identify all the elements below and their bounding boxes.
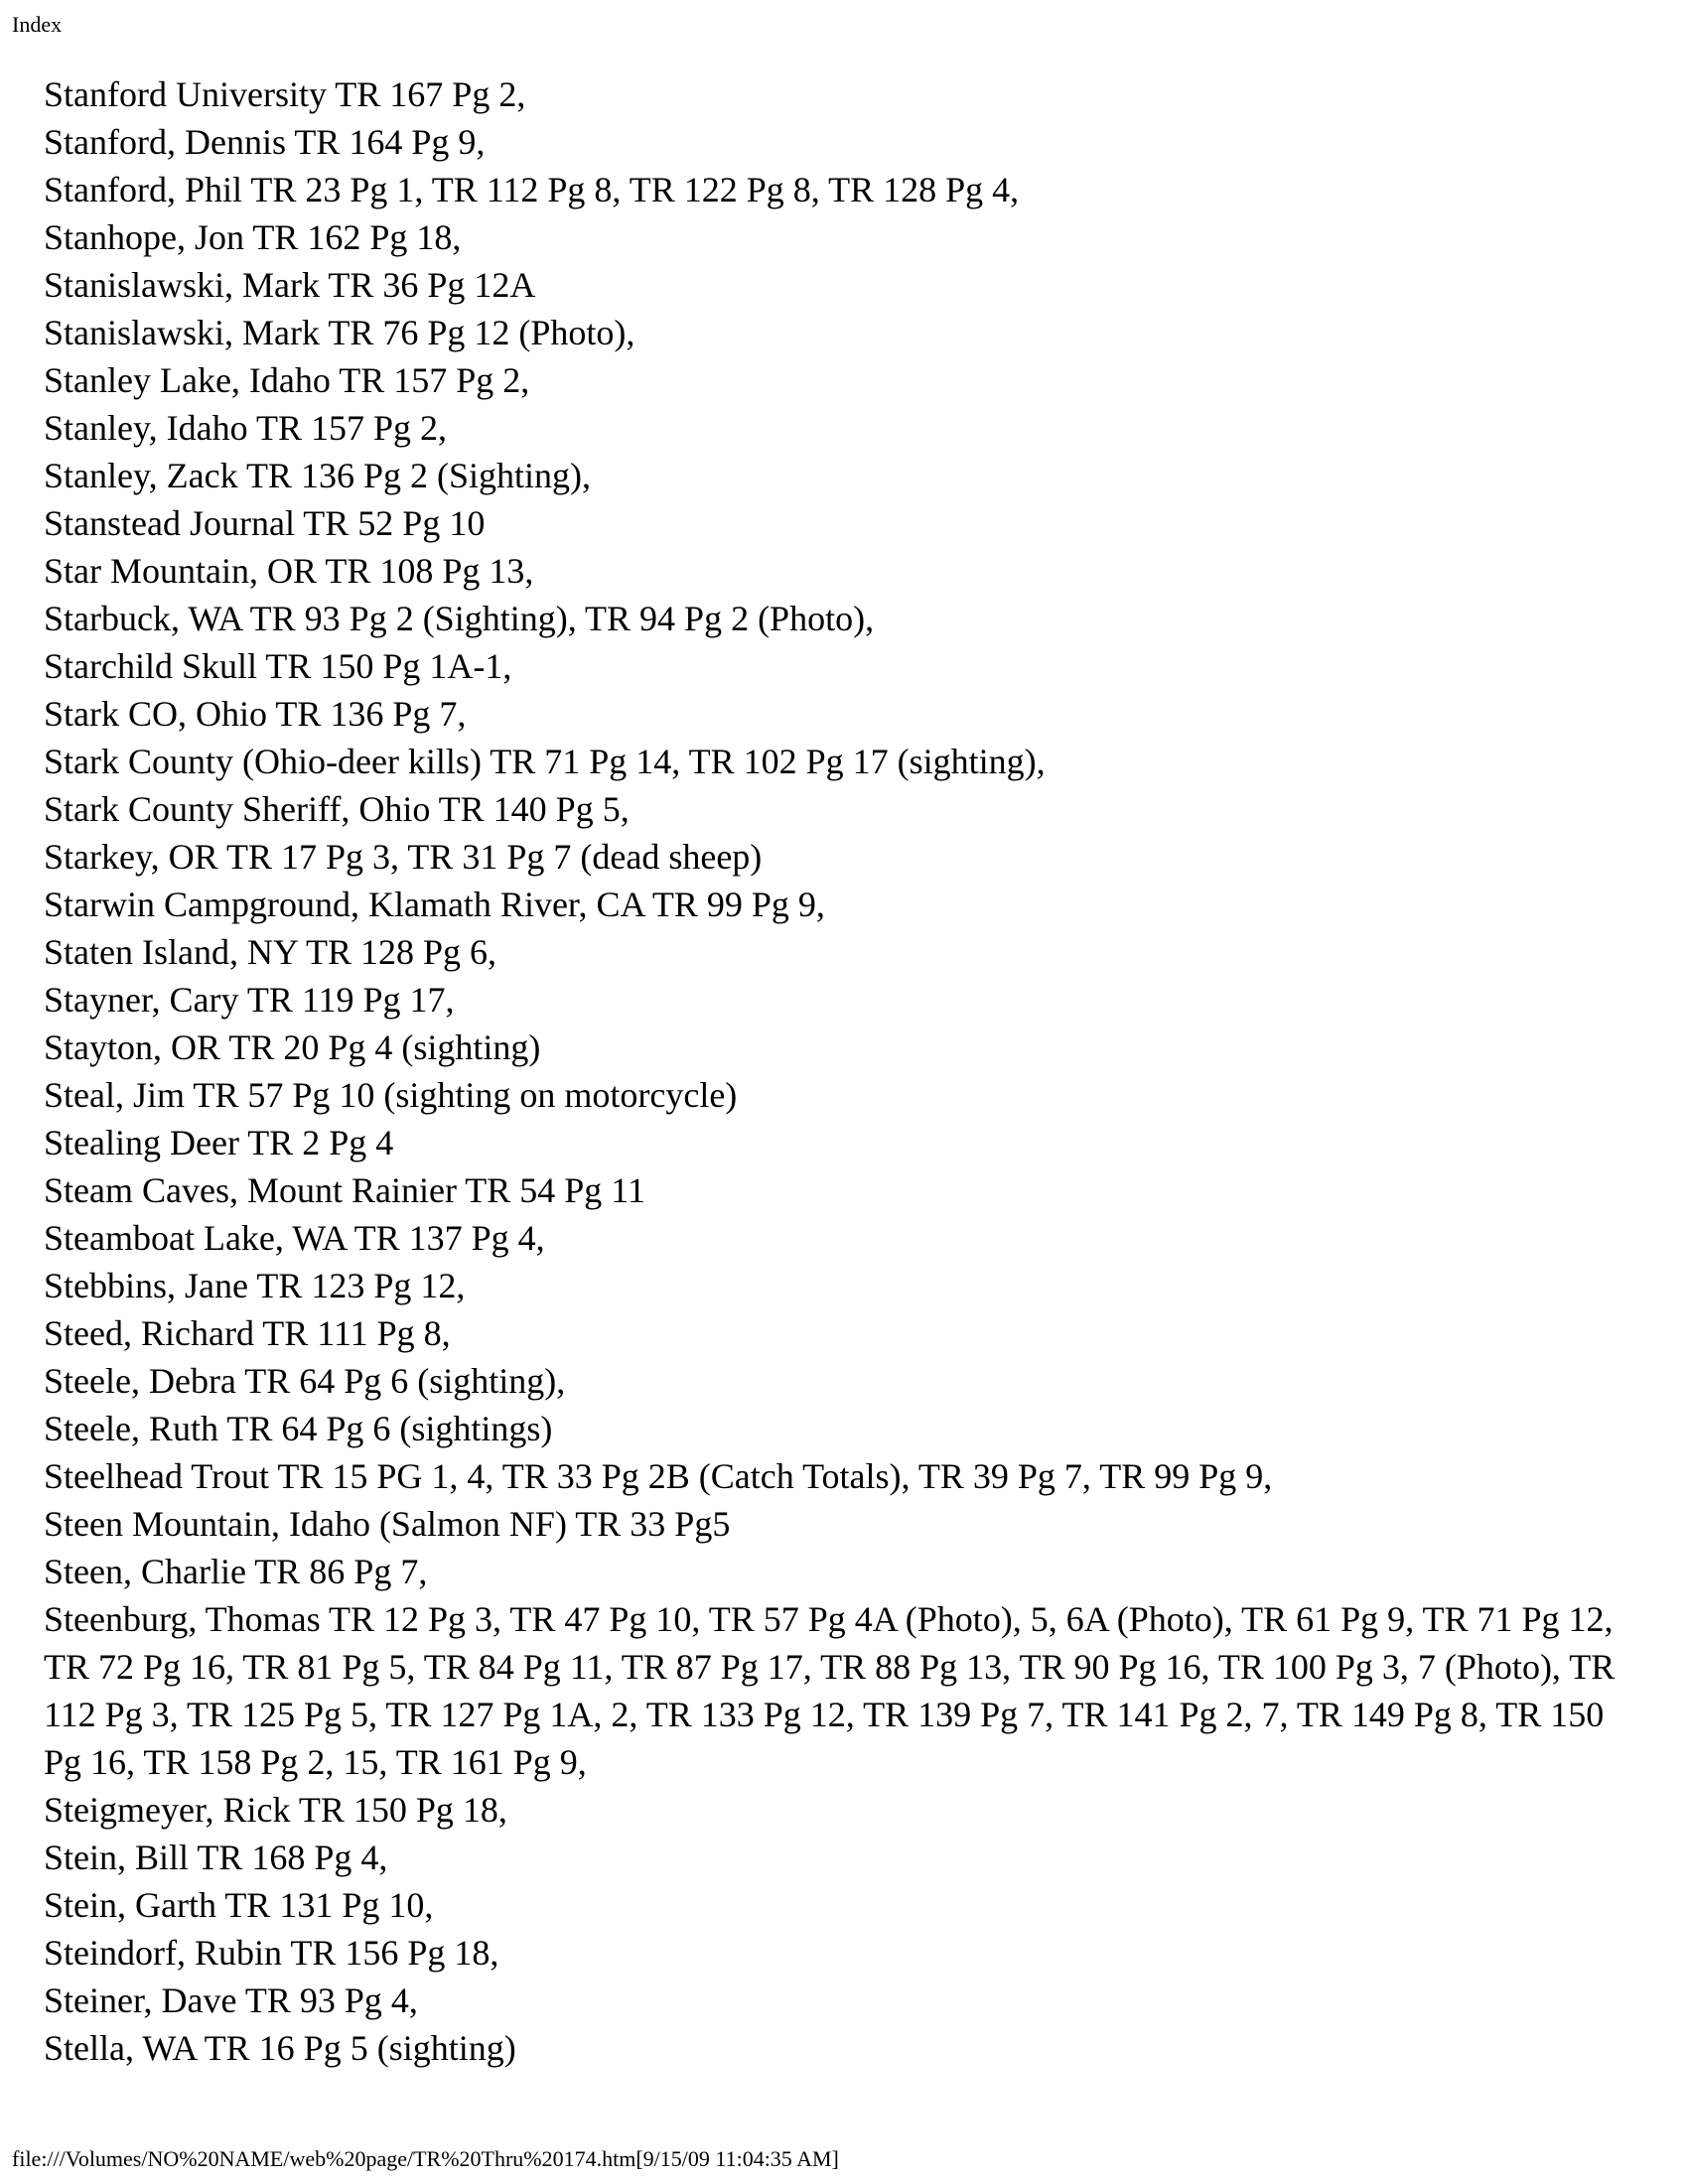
index-entry: Stanford, Dennis TR 164 Pg 9, [44,122,486,162]
index-entry: Starbuck, WA TR 93 Pg 2 (Sighting), TR 94 Pg 2 (Photo), [44,599,875,638]
index-entry: Stark County Sheriff, Ohio TR 140 Pg 5, [44,789,630,829]
index-entry: Stark CO, Ohio TR 136 Pg 7, [44,694,467,734]
index-entry: Steen Mountain, Idaho (Salmon NF) TR 33 Pg5 [44,1504,731,1544]
index-entry: Stella, WA TR 16 Pg 5 (sighting) [44,2028,516,2068]
index-entry: Stanley, Zack TR 136 Pg 2 (Sighting), [44,456,591,495]
index-entry: Stanley, Idaho TR 157 Pg 2, [44,408,447,448]
index-entry: Steen, Charlie TR 86 Pg 7, [44,1552,428,1591]
index-entry: Stayner, Cary TR 119 Pg 17, [44,980,455,1020]
index-entry: Star Mountain, OR TR 108 Pg 13, [44,551,534,591]
index-entry: Steenburg, Thomas TR 12 Pg 3, TR 47 Pg 10, TR 57 Pg 4A (Photo), 5, 6A (Photo), TR 61 Pg 9, TR 71 Pg 12, TR 72 Pg 16, TR 81 Pg 5, TR 84 Pg 11, TR 87 Pg 17, TR 88 Pg 13, TR 90 Pg 16, TR 100 Pg 3, 7 (Photo), TR 112 Pg 3, TR 125 Pg 5, TR 127 Pg 1A, 2, TR 133 Pg 12, TR 139 Pg 7, TR 141 Pg 2, 7, TR 149 Pg 8, TR 150 Pg 16, TR 158 Pg 2, 15, TR 161 Pg 9, [44,1599,1624,1782]
index-entry: Stark County (Ohio-deer kills) TR 71 Pg 14, TR 102 Pg 17 (sighting), [44,742,1046,781]
index-entry: Stein, Bill TR 168 Pg 4, [44,1838,388,1877]
index-entry: Stayton, OR TR 20 Pg 4 (sighting) [44,1027,541,1067]
index-entry: Starchild Skull TR 150 Pg 1A-1, [44,646,512,686]
index-entry: Steindorf, Rubin TR 156 Pg 18, [44,1933,499,1973]
index-entry: Stanhope, Jon TR 162 Pg 18, [44,217,462,257]
index-entry: Steigmeyer, Rick TR 150 Pg 18, [44,1790,507,1830]
page-header: Index [12,12,63,37]
index-entry: Stanislawski, Mark TR 76 Pg 12 (Photo), [44,313,635,352]
index-entry: Stanstead Journal TR 52 Pg 10 [44,503,486,543]
index-entry: Stein, Garth TR 131 Pg 10, [44,1885,434,1925]
index-entry: Stanford University TR 167 Pg 2, [44,74,526,114]
index-list [44,70,1632,2072]
index-entry: Stanislawski, Mark TR 36 Pg 12A [44,265,536,305]
index-entry: Steele, Debra TR 64 Pg 6 (sighting), [44,1361,566,1401]
index-entry: Starkey, OR TR 17 Pg 3, TR 31 Pg 7 (dead sheep) [44,837,763,877]
index-entry: Stanley Lake, Idaho TR 157 Pg 2, [44,360,530,400]
index-entry: Steed, Richard TR 111 Pg 8, [44,1313,451,1353]
index-entry: Stealing Deer TR 2 Pg 4 [44,1123,394,1162]
index-entry: Steiner, Dave TR 93 Pg 4, [44,1980,418,2020]
index-entry: Stebbins, Jane TR 123 Pg 12, [44,1266,466,1305]
index-entry: Starwin Campground, Klamath River, CA TR 99 Pg 9, [44,885,825,924]
index-entry: Staten Island, NY TR 128 Pg 6, [44,932,496,972]
index-entry: Stanford, Phil TR 23 Pg 1, TR 112 Pg 8, TR 122 Pg 8, TR 128 Pg 4, [44,170,1020,209]
index-entry: Steamboat Lake, WA TR 137 Pg 4, [44,1218,545,1258]
page-footer-url: file:///Volumes/NO%20NAME/web%20page/TR%20Thru%20174.htm[9/15/09 11:04:35 AM] [12,2146,839,2171]
index-entry: Steam Caves, Mount Rainier TR 54 Pg 11 [44,1170,645,1210]
index-entry: Steelhead Trout TR 15 PG 1, 4, TR 33 Pg 2B (Catch Totals), TR 39 Pg 7, TR 99 Pg 9, [44,1456,1273,1496]
index-entry: Steele, Ruth TR 64 Pg 6 (sightings) [44,1409,553,1448]
index-entry: Steal, Jim TR 57 Pg 10 (sighting on motorcycle) [44,1075,738,1115]
